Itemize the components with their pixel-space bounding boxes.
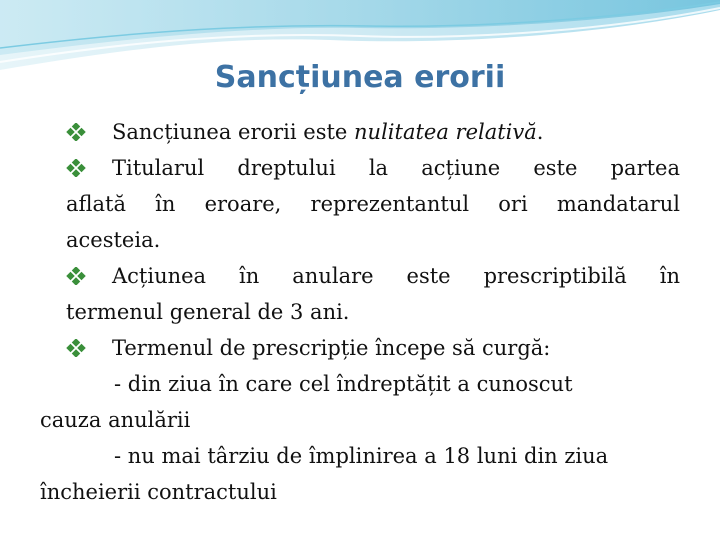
diamond-bullet-icon (66, 123, 88, 141)
sub-item-text: - din ziua în care cel îndreptățit a cunoscut (114, 372, 573, 396)
bullet-item (66, 114, 680, 150)
bullet-text: Titularul dreptului la acțiune este partea (112, 156, 680, 180)
bullet-item (66, 258, 680, 330)
bullet-text: aflată în eroare, reprezentantul ori mandatarul (66, 192, 680, 216)
diamond-bullet-icon (66, 339, 88, 357)
bullet-text: termenul general de 3 ani. (66, 300, 350, 324)
bullet-text: acesteia. (66, 228, 161, 252)
bullet-emphasis: nulitatea relativă (354, 120, 537, 144)
sub-item-text: cauza anulării (40, 408, 191, 432)
slide-title: Sancțiunea erorii (214, 60, 506, 95)
bullet-item (66, 330, 680, 366)
sub-item-text: - nu mai târziu de împlinirea a 18 luni din ziua (114, 444, 609, 468)
sub-item (40, 366, 680, 438)
bullet-text: Sancțiunea erorii este (112, 120, 355, 144)
sub-item (40, 438, 680, 510)
slide-body (40, 114, 680, 510)
sub-item-text: încheierii contractului (40, 480, 277, 504)
bullet-text: . (536, 120, 544, 144)
bullet-text: Termenul de prescripție începe să curgă: (112, 336, 551, 360)
bullet-item (66, 150, 680, 258)
diamond-bullet-icon (66, 267, 88, 285)
bullet-text: Acțiunea în anulare este prescriptibilă în (112, 264, 680, 288)
diamond-bullet-icon (66, 159, 88, 177)
